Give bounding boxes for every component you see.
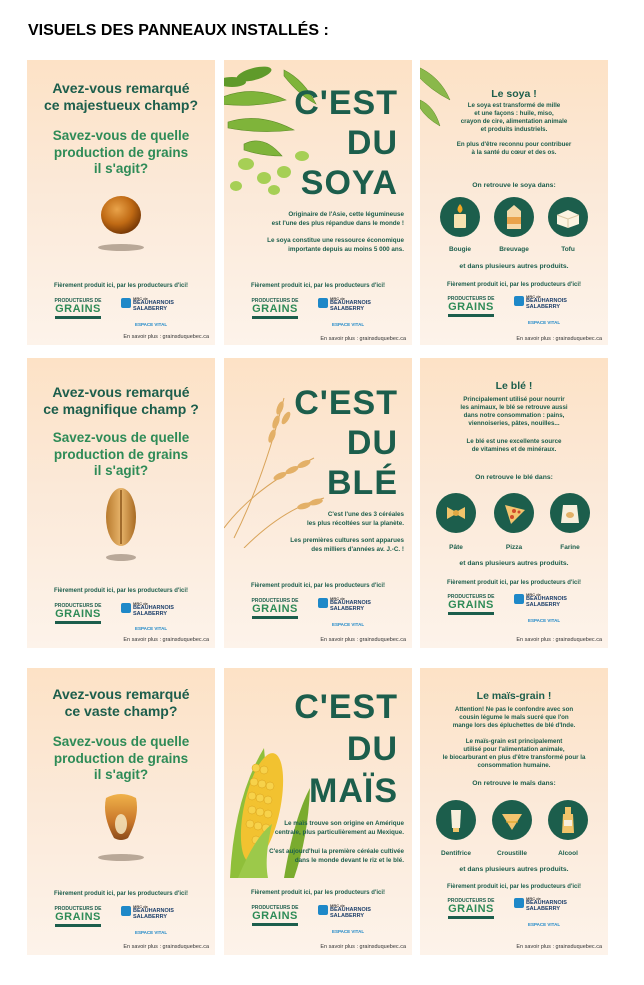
more-info-link: En savoir plus : grainsduquebec.ca — [123, 334, 209, 340]
proud-text: Fièrement produit ici, par les producteurs d'ici! — [250, 890, 386, 896]
found-in-text: On retrouve le blé dans: — [475, 474, 553, 481]
description-b: C'est aujourd'hui la première céréale cultivée dans le monde devant le riz et le blé. — [269, 848, 404, 864]
info-text-a: Le soya est transformé de mille et une façons : huile, miso, crayon de cire, alimentation animale et produits industriels. — [460, 102, 568, 133]
more-info-link: En savoir plus : grainsduquebec.ca — [516, 944, 602, 950]
proud-text: Fièrement produit ici, par les producteurs d'ici! — [250, 283, 386, 289]
bottle-icon — [548, 800, 588, 840]
proud-text: Fièrement produit ici, par les producteurs d'ici! — [53, 283, 189, 289]
mrc-logo: MRC de BEAUHARNOIS SALABERRY — [121, 904, 183, 926]
found-in-text: On retrouve le soya dans: — [472, 182, 556, 189]
info-text-b: Le blé est une excellente source de vitamines et de minéraux. — [466, 438, 562, 453]
product-label: Pizza — [505, 544, 523, 551]
title-panel-soya — [224, 60, 412, 345]
grain-shadow — [98, 244, 144, 251]
producteurs-grains-logo: PRODUCTEURS DE GRAINS — [49, 603, 107, 629]
producteurs-grains-logo: PRODUCTEURS DE GRAINS — [442, 594, 500, 620]
producteurs-grains-logo: PRODUCTEURS DE GRAINS — [49, 298, 107, 324]
mrc-logo: MRC de BEAUHARNOIS SALABERRY — [318, 296, 380, 318]
product-label: Alcool — [558, 850, 578, 857]
question-ask: Savez-vous de quelle production de grains il s'agit? — [52, 734, 190, 782]
product-label: Tofu — [561, 246, 575, 253]
product-label: Farine — [560, 544, 580, 551]
question-panel-mais — [27, 668, 215, 955]
question-panel-soya — [27, 60, 215, 345]
more-info-link: En savoir plus : grainsduquebec.ca — [123, 637, 209, 643]
mrc-logo: MRC de BEAUHARNOIS SALABERRY — [514, 592, 576, 614]
flour-bag-icon — [550, 493, 590, 533]
more-info-link: En savoir plus : grainsduquebec.ca — [516, 336, 602, 342]
more-info-link: En savoir plus : grainsduquebec.ca — [123, 944, 209, 950]
question-title: Avez-vous remarqué ce majestueux champ? — [43, 80, 199, 113]
more-info-link: En savoir plus : grainsduquebec.ca — [516, 637, 602, 643]
question-title: Avez-vous remarqué ce magnifique champ ? — [43, 384, 199, 417]
producteurs-grains-logo: PRODUCTEURS DE GRAINS — [442, 296, 500, 322]
grain-shadow — [98, 854, 144, 861]
page-heading: VISUELS DES PANNEAUX INSTALLÉS : — [28, 22, 329, 39]
beverage-carton-icon — [494, 197, 534, 237]
producteurs-grains-logo: PRODUCTEURS DE GRAINS — [246, 598, 304, 624]
description-a: Originaire de l'Asie, cette légumineuse est l'une des plus répandue dans le monde ! — [271, 211, 404, 227]
question-ask: Savez-vous de quelle production de grains il s'agit? — [52, 430, 190, 478]
description-b: Les premières cultures sont apparues des milliers d'années av. J.-C. ! — [290, 537, 404, 553]
info-text-a: Principalement utilisé pour nourrir les animaux, le blé se retrouve aussi dans notre consommation : pains, viennoiseries, pâtes, nouilles... — [460, 396, 568, 427]
espace-vital-logo: ESPACE VITAL — [528, 922, 561, 927]
title-product: BLÉ — [327, 464, 398, 502]
proud-text: Fièrement produit ici, par les producteurs d'ici! — [446, 884, 582, 890]
question-title: Avez-vous remarqué ce vaste champ? — [52, 686, 190, 719]
espace-vital-logo: ESPACE VITAL — [332, 929, 365, 934]
title-panel-ble — [224, 358, 412, 648]
title-cest: C'EST — [294, 84, 398, 122]
espace-vital-logo: ESPACE VITAL — [332, 622, 365, 627]
chips-icon — [492, 800, 532, 840]
info-text-a: Attention! Ne pas le confondre avec son cousin légume le maïs sucré que l'on mange lors des épluchettes de blé d'Inde. — [452, 706, 576, 729]
description-a: C'est l'une des 3 céréales les plus récoltées sur la planète. — [307, 511, 404, 527]
more-info-link: En savoir plus : grainsduquebec.ca — [320, 637, 406, 643]
product-label: Croustille — [497, 850, 527, 857]
mrc-logo: MRC de BEAUHARNOIS SALABERRY — [514, 896, 576, 918]
espace-vital-logo: ESPACE VITAL — [332, 322, 365, 327]
proud-text: Fièrement produit ici, par les producteurs d'ici! — [53, 891, 189, 897]
info-panel-soya — [420, 60, 608, 345]
producteurs-grains-logo: PRODUCTEURS DE GRAINS — [442, 898, 500, 924]
title-cest: C'EST — [294, 384, 398, 422]
espace-vital-logo: ESPACE VITAL — [528, 618, 561, 623]
grain-shadow — [106, 554, 136, 561]
product-label: Breuvage — [499, 246, 529, 253]
espace-vital-logo: ESPACE VITAL — [528, 320, 561, 325]
title-cest: C'EST — [294, 688, 398, 726]
info-panel-ble — [420, 358, 608, 648]
product-label: Dentifrice — [441, 850, 471, 857]
other-products-text: et dans plusieurs autres produits. — [459, 560, 569, 567]
product-label: Pâte — [449, 544, 463, 551]
other-products-text: et dans plusieurs autres produits. — [459, 866, 569, 873]
info-title: Le soya ! — [491, 88, 537, 100]
pasta-icon — [436, 493, 476, 533]
title-du: DU — [346, 730, 398, 768]
product-label: Bougie — [448, 246, 472, 253]
pizza-icon — [494, 493, 534, 533]
espace-vital-logo: ESPACE VITAL — [135, 930, 168, 935]
other-products-text: et dans plusieurs autres produits. — [459, 263, 569, 270]
title-du: DU — [346, 124, 398, 162]
corn-kernel-icon — [100, 792, 142, 847]
info-text-b: Le maïs-grain est principalement utilisé pour l'alimentation animale, le biocarburant en plus d'être transformé pour la consommation humaine. — [442, 738, 586, 769]
more-info-link: En savoir plus : grainsduquebec.ca — [320, 944, 406, 950]
espace-vital-logo: ESPACE VITAL — [135, 626, 168, 631]
question-ask: Savez-vous de quelle production de grains il s'agit? — [52, 128, 190, 176]
more-info-link: En savoir plus : grainsduquebec.ca — [320, 336, 406, 342]
mrc-logo: MRC de BEAUHARNOIS SALABERRY — [318, 596, 380, 618]
mrc-logo: MRC de BEAUHARNOIS SALABERRY — [514, 294, 576, 316]
candle-icon — [440, 197, 480, 237]
description-b: Le soya constitue une ressource économique importante depuis au moins 5 000 ans. — [267, 237, 404, 253]
title-du: DU — [346, 424, 398, 462]
info-panel-mais — [420, 668, 608, 955]
proud-text: Fièrement produit ici, par les producteurs d'ici! — [250, 583, 386, 589]
proud-text: Fièrement produit ici, par les producteurs d'ici! — [446, 580, 582, 586]
soybean-icon — [99, 193, 143, 242]
title-product: SOYA — [300, 164, 398, 202]
toothpaste-icon — [436, 800, 476, 840]
producteurs-grains-logo: PRODUCTEURS DE GRAINS — [246, 298, 304, 324]
mrc-logo: MRC de BEAUHARNOIS SALABERRY — [318, 903, 380, 925]
tofu-icon — [548, 197, 588, 237]
info-text-b: En plus d'être reconnu pour contribuer à la santé du cœur et des os. — [456, 141, 572, 156]
question-panel-ble — [27, 358, 215, 648]
title-panel-mais — [224, 668, 412, 955]
mrc-logo: MRC de BEAUHARNOIS SALABERRY — [121, 296, 183, 318]
title-product: MAÏS — [309, 772, 398, 810]
proud-text: Fièrement produit ici, par les producteurs d'ici! — [446, 282, 582, 288]
wheat-grain-icon — [104, 486, 138, 553]
mrc-logo: MRC de BEAUHARNOIS SALABERRY — [121, 601, 183, 623]
producteurs-grains-logo: PRODUCTEURS DE GRAINS — [49, 906, 107, 932]
info-title: Le blé ! — [495, 380, 533, 392]
proud-text: Fièrement produit ici, par les producteurs d'ici! — [53, 588, 189, 594]
found-in-text: On retrouve le maïs dans: — [472, 780, 556, 787]
producteurs-grains-logo: PRODUCTEURS DE GRAINS — [246, 905, 304, 931]
espace-vital-logo: ESPACE VITAL — [135, 322, 168, 327]
info-title: Le maïs-grain ! — [476, 690, 552, 702]
description-a: Le maïs trouve son origine en Amérique centrale, plus particulièrement au Mexique. — [274, 820, 404, 836]
